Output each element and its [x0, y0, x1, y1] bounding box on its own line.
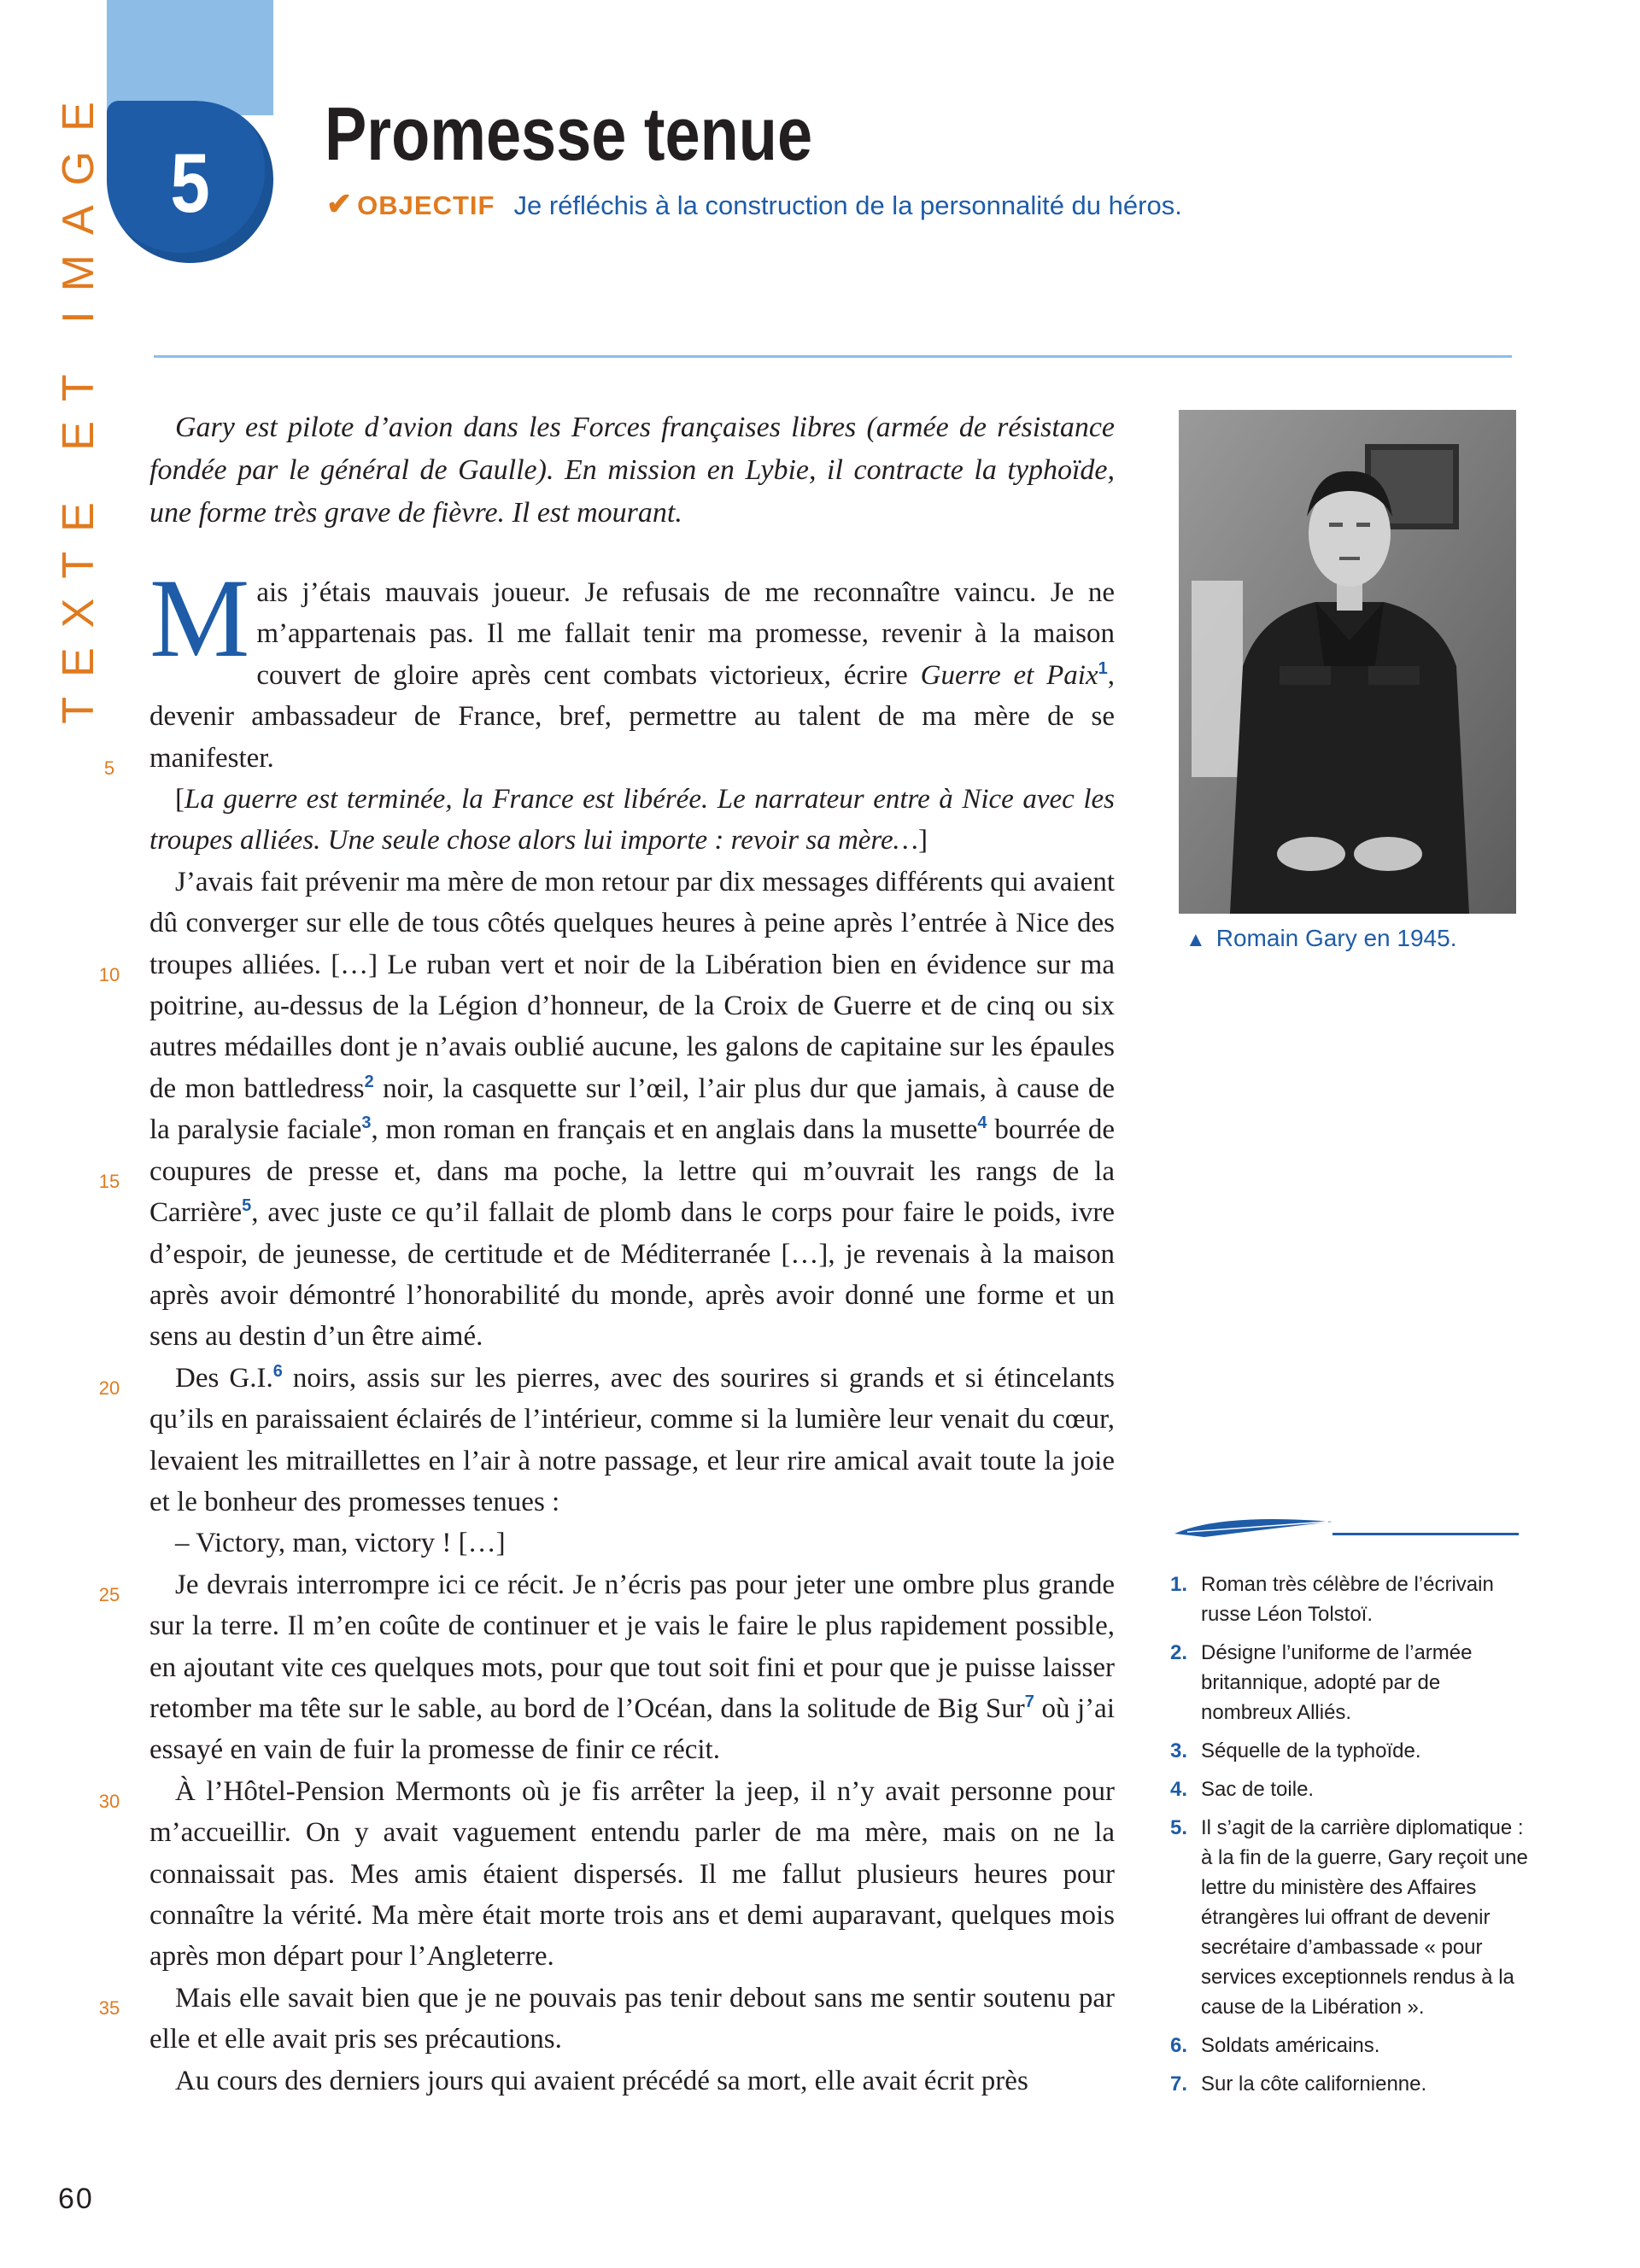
page-number: 60 [58, 2183, 94, 2215]
line-number: 15 [98, 1171, 120, 1192]
footnote-text: Soldats américains. [1201, 2034, 1380, 2057]
intro-paragraph: Gary est pilote d’avion dans les Forces françaises libres (armée de résistance fondée par le général de Gaulle). En mission en Lybie, il contracte la typhoïde, une forme très grave de fièvre. Il est mourant. [149, 412, 1115, 529]
bracket: [ [175, 784, 184, 815]
footnote-item [1170, 1569, 1529, 1629]
line-number: 35 [98, 1997, 120, 2019]
footnote-number: 2. [1170, 1641, 1188, 1664]
footnote-number: 3. [1170, 1739, 1188, 1762]
paragraph [149, 779, 1115, 862]
footnote-number: 5. [1170, 1816, 1188, 1839]
text-run: ais j’étais mauvais joueur. Je refusais de me reconnaître vaincu. Je ne m’appartenais pas. Il me fallait tenir ma promesse, revenir à la maison couvert de gloire après cent combats victorieux, écrire [256, 577, 1115, 691]
book-title: Guerre et Paix [920, 659, 1098, 691]
footnote-number: 4. [1170, 1778, 1188, 1801]
paragraph: Au cours des derniers jours qui avaient précédé sa mort, elle avait écrit près [175, 2065, 1028, 2096]
objective-text: Je réfléchis à la construction de la personnalité du héros. [513, 190, 1182, 220]
objective-line [326, 186, 1182, 222]
footnote-item [1170, 2031, 1529, 2060]
line-number: 10 [98, 964, 120, 985]
footnote-ref: 1 [1098, 658, 1108, 678]
footnote-ref: 4 [977, 1114, 987, 1133]
footnote-text: Roman très célèbre de l’écrivain russe Léon Tolstoï. [1201, 1573, 1494, 1626]
triangle-up-icon: ▲ [1186, 928, 1206, 951]
caption-text: Romain Gary en 1945. [1215, 925, 1457, 951]
footnotes [1170, 1569, 1529, 2107]
footnote-text: Sur la côte californienne. [1201, 2072, 1427, 2096]
footnote-text: Désigne l’uniforme de l’armée britannique, adopté par de nombreux Alliés. [1201, 1641, 1473, 1724]
text-run: bourrée de coupures de presse et, dans ma poche, la lettre qui m’ouvrait les rangs de la Carrière [149, 1114, 1116, 1229]
footnote-ref: 5 [242, 1196, 252, 1216]
paragraph: – Victory, man, victory ! […] [175, 1528, 506, 1559]
text-run: , mon roman en français et en anglais dans la musette [371, 1114, 978, 1146]
footnote-item [1170, 1638, 1529, 1727]
portrait-image [1179, 410, 1516, 914]
paragraph [149, 555, 1115, 779]
footnote-number: 6. [1170, 2034, 1188, 2057]
footnote-text: Il s’agit de la carrière diplomatique : à la fin de la guerre, Gary reçoit une lettre du ministère des Affaires étrangères lui offrant de devenir secrétaire d’ambassade « pour services exceptionnels rendus à la cause de la Libération ». [1201, 1816, 1528, 2019]
main-text [149, 555, 1116, 2101]
text-run: Je devrais interrompre ici ce récit. Je n’écris pas pour jeter une ombre plus grande sur la terre. Il m’en coûte de continuer et je vais le faire le plus rapidement possible, en ajoutant vite ces quelques mots, pour que tout soit fini et pour que je puisse laisser retomber ma tête sur le sable, au bord de l’Océan, dans la solitude de Big Sur [149, 1569, 1115, 1724]
footnote-number: 7. [1170, 2072, 1188, 2096]
quill-icon [1170, 1510, 1520, 1544]
text-run: , devenir ambassadeur de France, bref, permettre au talent de ma mère de se manifester. [149, 659, 1115, 774]
header-divider [154, 355, 1512, 358]
chapter-tab [107, 0, 273, 115]
paragraph: À l’Hôtel-Pension Mermonts où je fis arrêter la jeep, il n’y avait personne pour m’accueillir. On y avait vaguement entendu parler de ma mère, mais on ne la connaissait pas. Mes amis étaient dispersés. Il me fallut plusieurs heures pour connaître la vérité. Ma mère était morte trois ans et demi auparavant, quelques mois après mon départ pour l’Angleterre. [149, 1775, 1115, 1973]
text-run: J’avais fait prévenir ma mère de mon retour par dix messages différents qui avaient dû converger sur elle de tous côtés quelques heures à peine après l’entrée à Nice des troupes alliées. […] Le ruban vert et noir de la Libération bien en évidence sur ma poitrine, au-dessus de la Légion d’honneur, de la Croix de Guerre et de cinq ou six autres médailles dont je n’avais oublié aucune, les galons de capitaine sur les épaules de mon battledress [149, 866, 1115, 1104]
paragraph [149, 1564, 1115, 1771]
line-number: 5 [103, 757, 115, 779]
paragraph [149, 862, 1115, 1358]
objective-label: OBJECTIF [357, 190, 495, 220]
portrait-photo [1179, 410, 1516, 914]
footnote-ref: 6 [272, 1361, 283, 1381]
footnote-ref: 2 [364, 1072, 374, 1091]
footnote-text: Sac de toile. [1201, 1778, 1315, 1801]
paragraph: Mais elle savait bien que je ne pouvais pas tenir debout sans me sentir soutenu par elle et elle avait pris ses précautions. [149, 1982, 1115, 2055]
chapter-number: 5 [170, 136, 210, 230]
checkmark-icon: ✔ [326, 186, 353, 221]
line-number: 20 [98, 1377, 120, 1399]
footnote-item [1170, 1813, 1529, 2022]
footnote-number: 1. [1170, 1573, 1188, 1596]
footnote-item [1170, 1736, 1529, 1766]
summary-italic: La guerre est terminée, la France est libérée. Le narrateur entre à Nice avec les troupes alliées. Une seule chose alors lui importe : revoir sa mère… [149, 784, 1115, 856]
section-label-text: TEXTE ET IMAGE [54, 82, 103, 724]
chapter-number-badge [107, 101, 273, 263]
page-title: Promesse tenue [325, 91, 813, 176]
text-run: , avec juste ce qu’il fallait de plomb dans le corps pour faire le poids, ivre d’espoir, de jeunesse, de certitude et de Méditerranée […], je revenais à la maison après avoir démontré l’honorabilité du monde, après avoir donné une forme et un sens au destin d’un être aimé. [149, 1197, 1115, 1353]
paragraph [149, 1358, 1115, 1523]
footnote-item [1170, 1774, 1529, 1804]
footnote-text: Séquelle de la typhoïde. [1201, 1739, 1421, 1762]
footnote-ref: 3 [361, 1114, 372, 1133]
photo-caption [1186, 925, 1456, 952]
text-run: Des G.I. [175, 1362, 273, 1394]
text-run: noirs, assis sur les pierres, avec des sourires si grands et si étincelants qu’ils en paraissaient éclairés de l’intérieur, comme si la lumière leur venait du cœur, levaient les mitraillettes en l’air à notre passage, et leur rire amical avait toute la joie et le bonheur des promesses tenues : [149, 1362, 1115, 1517]
footnote-item [1170, 2069, 1529, 2099]
text-run: noir, la casquette sur l’œil, l’air plus dur que jamais, à cause de la paralysie faciale [149, 1073, 1115, 1146]
bracket: ] [918, 825, 928, 856]
drop-cap: M [149, 555, 250, 681]
text-run: où j’ai essayé en vain de fuir la promesse de finir ce récit. [149, 1692, 1115, 1766]
line-number: 25 [98, 1584, 120, 1605]
line-number: 30 [98, 1791, 120, 1812]
footnote-ref: 7 [1024, 1692, 1034, 1711]
